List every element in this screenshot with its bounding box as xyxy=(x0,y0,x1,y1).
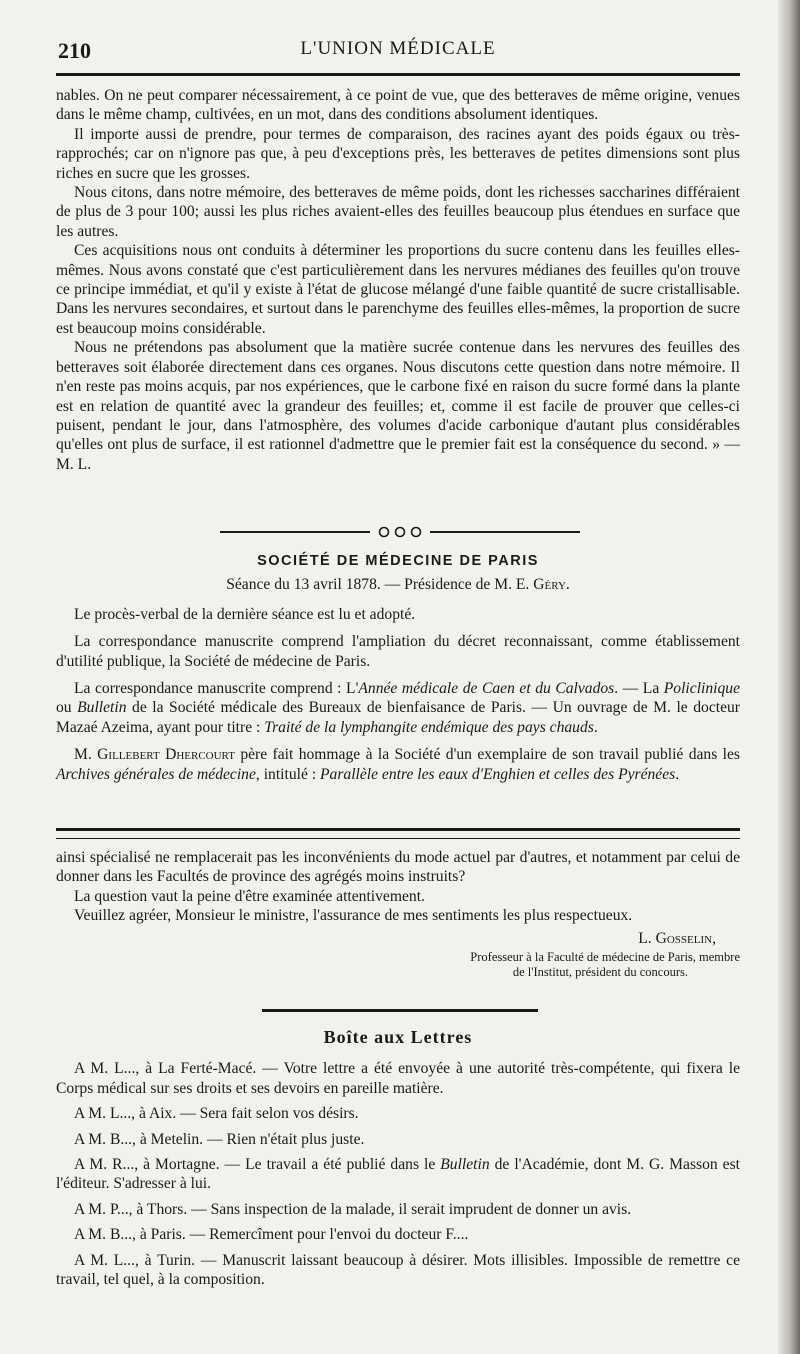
list-item: A M. R..., à Mortagne. — Le travail a été publié dans le Bulletin de l'Académie, dont M. G. Masson est l'éditeur. S'adresser à lui. xyxy=(56,1156,740,1193)
paragraph: La correspondance manuscrite comprend l'ampliation du décret reconnaissant, comme établissement d'utilité publique, la Société de médecine de Paris. xyxy=(56,633,740,670)
paragraph: nables. On ne peut comparer nécessairement, à ce point de vue, que des betteraves de même origine, venues dans le même champ, cultivées, en un mot, dans des conditions absolument identiques. xyxy=(56,87,740,124)
list-item: A M. P..., à Thors. — Sans inspection de la malade, il serait imprudent de donner un avis. xyxy=(74,1200,632,1218)
paragraph: Le procès-verbal de la dernière séance est lu et adopté. xyxy=(74,605,416,623)
paragraph: Ces acquisitions nous ont conduits à déterminer les proportions du sucre contenu dans les feuilles elles-mêmes. Nous avons constaté que c'est particulièrement dans les nervures médianes des feuilles qu'on trouve ce principe immédiat, et qu'il y existe à l'état de glucose mélangé d'une faible quantité de sucre cristallisable. Dans les nervures secondaires, et surtout dans le parenchyme des feuilles elles-mêmes, la proportion de sucre est beaucoup moins considérable. xyxy=(56,242,740,337)
paragraph: La correspondance manuscrite comprend : L'Année médicale de Caen et du Calvados. — La Policlinique ou Bulletin de la Société médicale des Bureaux de bienfaisance de Paris. — Un ouvrage de M. le docteur Mazaé Azeima, ayant pour titre : Traité de la lymphangite endémique des pays chauds. xyxy=(56,680,740,736)
article-continuation xyxy=(56,86,740,474)
letter-continuation xyxy=(56,848,740,980)
page-number: 210 xyxy=(58,38,91,63)
header-rule xyxy=(56,73,740,76)
signature-title: de l'Institut, président du concours. xyxy=(512,965,688,980)
list-item: A M. B..., à Metelin. — Rien n'était plus juste. xyxy=(74,1130,365,1148)
page-header xyxy=(58,38,738,68)
boite-section xyxy=(56,1028,740,1289)
running-title: L'UNION MÉDICALE xyxy=(300,38,496,59)
signature: L. Gosselin, xyxy=(638,929,716,947)
paragraph: ainsi spécialisé ne remplacerait pas les inconvénients du mode actuel par d'autres, et notamment par celui de donner dans les Facultés de province des agrégés moins instruits? xyxy=(56,849,740,886)
signature-title: Professeur à la Faculté de médecine de Paris, membre xyxy=(470,950,740,965)
section-double-rule xyxy=(56,828,740,839)
paragraph: Veuillez agréer, Monsieur le ministre, l'assurance de mes sentiments les plus respectueux. xyxy=(74,907,633,925)
page-edge-shadow xyxy=(778,0,800,1354)
society-section xyxy=(56,552,740,784)
list-item: A M. L..., à Turin. — Manuscrit laissant beaucoup à désirer. Mots illisibles. Impossible de remettre ce travail, tel quel, à la composition. xyxy=(56,1251,740,1289)
paragraph: La question vaut la peine d'être examinée attentivement. xyxy=(74,887,425,905)
section-rule xyxy=(262,1009,538,1012)
section-title: Boîte aux Lettres xyxy=(323,1027,473,1047)
paragraph: Nous citons, dans notre mémoire, des betteraves de même poids, dont les richesses saccharines différaient de plus de 3 pour 100; aussi les plus riches avaient-elles des feuilles beaucoup plus étendues en surface que les autres. xyxy=(56,184,740,240)
ornament-divider xyxy=(220,525,580,539)
list-item: A M. B..., à Paris. — Remercîment pour l'envoi du docteur F.... xyxy=(74,1226,469,1244)
seance-line: Séance du 13 avril 1878. — Présidence de M. E. Géry. xyxy=(226,576,570,594)
paragraph: Il importe aussi de prendre, pour termes de comparaison, des racines ayant des poids égaux ou très-rapprochés; car on n'ignore pas que, à peu d'exceptions près, les betteraves de petites dimensions sont plus riches en sucre que les grosses. xyxy=(56,125,740,182)
list-item: A M. L..., à La Ferté-Macé. — Votre lettre a été envoyée à une autorité très-compétente, qui fixera le Corps médical sur ses droits et ses devoirs en pareille matière. xyxy=(56,1060,740,1097)
paragraph: Nous ne prétendons pas absolument que la matière sucrée contenue dans les nervures des feuilles des betteraves soit élaborée directement dans ces organes. Nous discutons cette question dans notre mémoire. Il n'en reste pas moins acquis, par nos expériences, que le carbone fixé en raison du sucre formé dans la plante est en relation de quantité avec la grandeur des feuilles; et, comme il est facile de prouver que celles-ci puisent, pendant le jour, dans l'atmosphère, des volumes d'acide carbonique d'autant plus considérables qu'elles ont plus de surface, il est rationnel d'admettre que le premier fait est la conséquence du second. » — M. L. xyxy=(56,339,740,473)
section-title: SOCIÉTÉ DE MÉDECINE DE PARIS xyxy=(257,553,539,569)
paragraph: M. Gillebert Dhercourt père fait hommage à la Société d'un exemplaire de son travail publié dans les Archives générales de médecine, intitulé : Parallèle entre les eaux d'Enghien et celles des Pyrénées. xyxy=(56,746,740,783)
list-item: A M. L..., à Aix. — Sera fait selon vos désirs. xyxy=(74,1105,359,1123)
